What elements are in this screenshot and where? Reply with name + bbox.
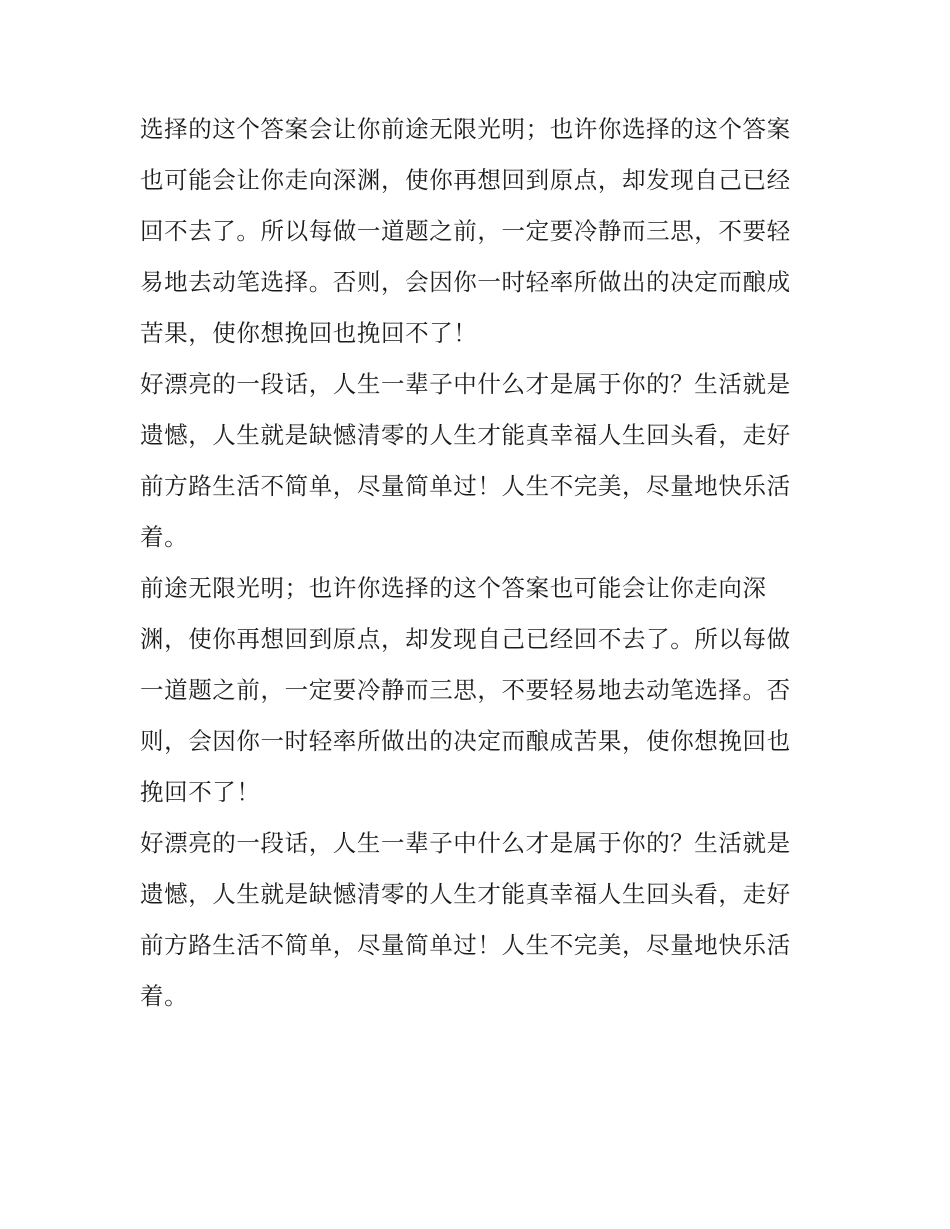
document-body	[140, 104, 812, 1022]
text-line: 遗憾，人生就是缺憾清零的人生才能真幸福人生回头看，走好	[140, 421, 791, 449]
text-line: 好漂亮的一段话，人生一辈子中什么才是属于你的？生活就是	[140, 829, 791, 857]
text-line: 遗憾，人生就是缺憾清零的人生才能真幸福人生回头看，走好	[140, 880, 791, 908]
text-line: 苦果，使你想挽回也挽回不了！	[140, 319, 478, 347]
text-line: 选择的这个答案会让你前途无限光明；也许你选择的这个答案	[140, 115, 791, 143]
text-line: 好漂亮的一段话，人生一辈子中什么才是属于你的？生活就是	[140, 370, 791, 398]
text-line: 前方路生活不简单，尽量简单过！人生不完美，尽量地快乐活	[140, 931, 791, 959]
text-line: 渊，使你再想回到原点，却发现自己已经回不去了。所以每做	[140, 625, 791, 653]
text-line: 着。	[140, 982, 189, 1010]
text-line: 着。	[140, 523, 189, 551]
text-line: 挽回不了！	[140, 778, 261, 806]
text-line: 也可能会让你走向深渊，使你再想回到原点，却发现自己已经	[140, 166, 791, 194]
text-line: 则，会因你一时轻率所做出的决定而酿成苦果，使你想挽回也	[140, 727, 791, 755]
text-line: 回不去了。所以每做一道题之前，一定要冷静而三思，不要轻	[140, 217, 791, 245]
text-line: 一道题之前，一定要冷静而三思，不要轻易地去动笔选择。否	[140, 676, 791, 704]
text-line: 前途无限光明；也许你选择的这个答案也可能会让你走向深	[140, 574, 767, 602]
text-line: 易地去动笔选择。否则，会因你一时轻率所做出的决定而酿成	[140, 268, 791, 296]
text-line: 前方路生活不简单，尽量简单过！人生不完美，尽量地快乐活	[140, 472, 791, 500]
